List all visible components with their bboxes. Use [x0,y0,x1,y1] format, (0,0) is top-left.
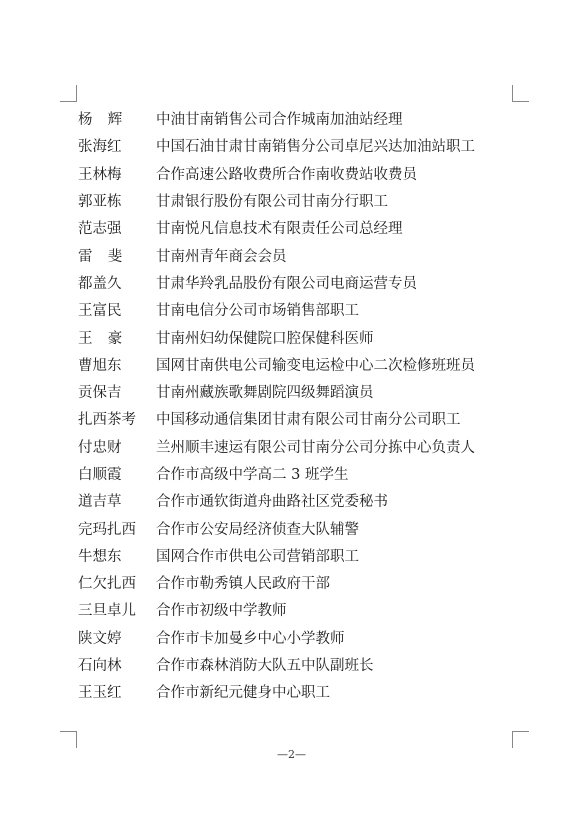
person-role: 中国移动通信集团甘肃有限公司甘南分公司职工 [156,412,461,429]
person-role: 甘南悦凡信息技术有限责任公司总经理 [156,221,403,238]
person-role: 合作市通钦街道舟曲路社区党委秘书 [156,494,388,511]
person-name: 王林梅 [78,166,122,183]
person-name: 王豪 [78,330,138,347]
person-name: 杨辉 [78,112,138,129]
person-name: 陕文婷 [78,630,122,647]
person-name: 白顺霞 [78,467,122,483]
list-item [78,678,498,705]
person-role: 甘南州妇幼保健院口腔保健科医师 [156,330,374,347]
person-role: 中油甘南销售公司合作城南加油站经理 [156,112,403,129]
list-item [78,487,498,514]
person-name: 贡保吉 [78,385,122,402]
person-name: 范志强 [78,221,122,238]
list-item [78,351,498,378]
person-name: 扎西茶考 [78,412,136,429]
page-number: —2— [277,748,306,761]
person-name: 石向林 [78,658,122,675]
person-name: 三旦卓儿 [78,603,136,620]
list-item [78,323,498,350]
person-name: 雷斐 [78,248,138,265]
list-item [78,569,498,596]
list-item [78,542,498,569]
list-item [78,187,498,214]
list-item [78,378,498,405]
person-role: 甘南州青年商会会员 [156,248,287,265]
person-name: 都盖久 [78,275,122,292]
person-role: 甘肃华羚乳品股份有限公司电商运营专员 [156,275,417,292]
person-name: 完玛扎西 [78,521,136,538]
person-role: 国网合作市供电公司营销部职工 [156,548,359,565]
person-role: 合作市新纪元健身中心职工 [156,685,330,702]
person-role: 合作市卡加曼乡中心小学教师 [156,630,345,647]
person-name: 张海红 [78,139,122,156]
list-item [78,269,498,296]
list-item [78,160,498,187]
corner-mark-bottom-left [60,731,77,748]
list-item [78,241,498,268]
list-item [78,132,498,159]
person-role: 合作市勒秀镇人民政府干部 [156,576,330,593]
list-item [78,405,498,432]
person-role: 合作高速公路收费所合作南收费站收费员 [156,166,417,183]
person-name: 付忠财 [78,439,122,456]
person-name: 王玉红 [78,685,122,702]
person-name: 仁欠扎西 [78,576,136,593]
person-role: 合作市森林消防大队五中队副班长 [156,658,374,675]
list-item [78,214,498,241]
list-item [78,624,498,651]
list-item [78,596,498,623]
person-role: 合作市初级中学教师 [156,603,287,620]
list-item [78,433,498,460]
corner-mark-top-right [512,85,529,102]
person-name: 道吉草 [78,494,122,511]
person-role: 国网甘南供电公司输变电运检中心二次检修班班员 [156,357,475,374]
person-role: 甘肃银行股份有限公司甘南分行职工 [156,194,388,211]
person-name: 郭亚栋 [78,194,122,211]
person-role: 兰州顺丰速运有限公司甘南分公司分拣中心负责人 [156,439,475,456]
person-name: 王富民 [78,303,122,320]
person-role: 合作市公安局经济侦查大队辅警 [156,521,359,538]
corner-mark-top-left [60,85,77,102]
person-role: 中国石油甘肃甘南销售分公司卓尼兴达加油站职工 [156,139,475,156]
list-item [78,651,498,678]
person-name: 曹旭东 [78,357,122,374]
list-item [78,460,498,487]
list-item [78,514,498,541]
list-item [78,296,498,323]
person-role: 甘南州藏族歌舞剧院四级舞蹈演员 [156,385,374,402]
person-role: 甘南电信分公司市场销售部职工 [156,303,359,320]
person-role: 合作市高级中学高二 3 班学生 [156,467,349,483]
list-item [78,105,498,132]
corner-mark-bottom-right [512,731,529,748]
honoree-list [78,105,498,706]
person-name: 牛想东 [78,548,122,565]
